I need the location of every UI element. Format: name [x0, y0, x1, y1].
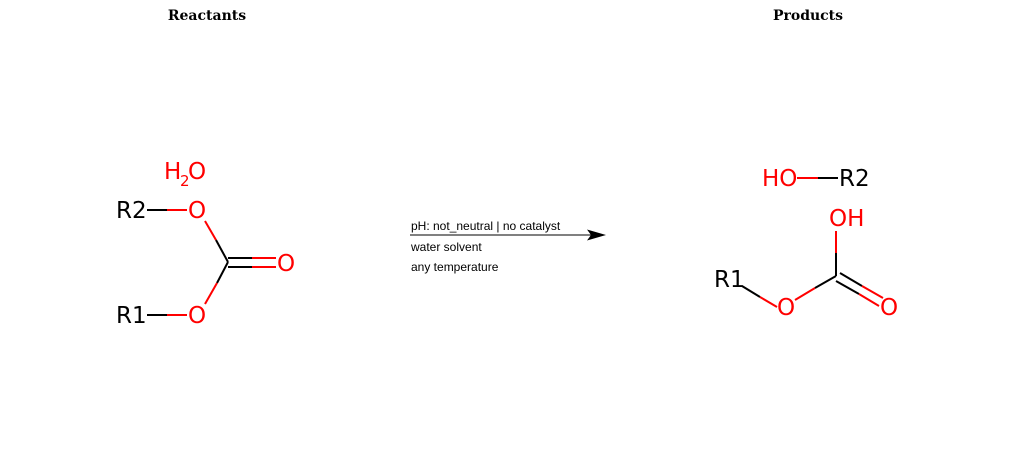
water-o-label: O	[188, 159, 207, 185]
water-h-label: H	[164, 159, 182, 185]
reactant-o-carbonyl-label: O	[277, 251, 296, 277]
reaction-arrow	[410, 230, 606, 241]
bond-r1-o-ester-red	[760, 297, 777, 307]
product-o-carbonyl-label: O	[880, 295, 899, 321]
reactant-r1-label: R1	[116, 303, 147, 329]
reactant-o-lower-label: O	[188, 303, 207, 329]
bond-olower-c-red	[205, 283, 217, 304]
condition-solvent: water solvent	[411, 240, 482, 254]
condition-temperature: any temperature	[411, 260, 499, 274]
reactant-r2-label: R2	[116, 198, 147, 224]
condition-ph-catalyst: pH: not_neutral | no catalyst	[411, 219, 561, 233]
products-title: Products	[772, 8, 844, 24]
bond-r1-o-ester	[742, 286, 760, 297]
bond-o-ester-c	[815, 276, 836, 288]
product-r2-label: R2	[839, 166, 870, 192]
reactant-o-upper-label: O	[188, 198, 207, 224]
bond-olower-c	[217, 262, 228, 283]
bond-c-ocarbonyl-1-red	[859, 294, 879, 306]
product-oh-label: OH	[829, 206, 865, 232]
alcohol-product	[762, 166, 870, 192]
carbonic-monoester-product	[714, 206, 898, 321]
product-r1-label: R1	[714, 267, 745, 293]
water-molecule	[164, 159, 206, 190]
bond-o-ester-c-red	[795, 288, 815, 300]
product-ho-label: HO	[762, 166, 798, 192]
bond-oupper-c-red	[205, 221, 216, 240]
dialkyl-carbonate	[116, 198, 295, 329]
water-subscript-label: 2	[180, 172, 190, 190]
bond-oupper-c	[216, 240, 228, 262]
product-o-ester-label: O	[777, 295, 796, 321]
reactants-title: Reactants	[167, 8, 247, 24]
